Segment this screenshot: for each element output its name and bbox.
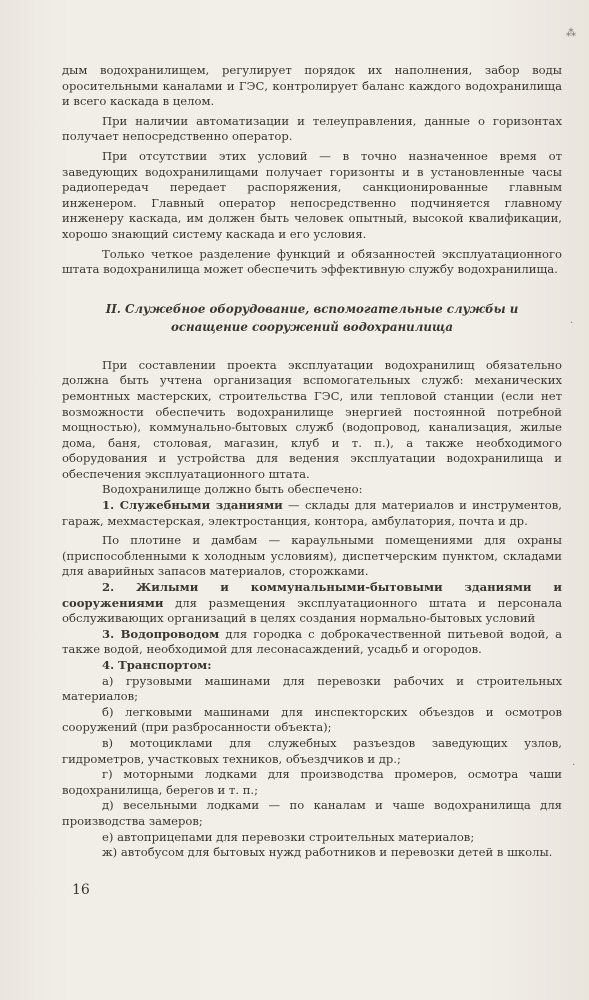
paragraph: При составлении проекта эксплуатации водохранилищ обязательно должна быть учтена организация вспомогательных служб: механических ремонтных мастерских, строительства ГЭС, или тепловой станции (если нет возможности обеспечить водохранилище энергией постоянной потребной мощностью), коммунально-бытовых служб (водопровод, канализация, жилые дома, баня, столовая, магазин, клуб и т. п.), а также необходимого оборудования и устройства для ведения эксплуатации водохранилища и обеспечения эксплуатационного штата. bbox=[62, 357, 562, 481]
item-title: 4. Транспортом: bbox=[102, 658, 212, 672]
list-item bbox=[62, 498, 562, 529]
transport-item: е) автоприцепами для перевозки строительных материалов; bbox=[102, 829, 475, 844]
transport-item: в) мотоциклами для служебных разъездов заведующих узлов, гидрометров, участковых техников, объездчиков и др.; bbox=[62, 735, 562, 766]
scan-speck-icon: ⁂ bbox=[566, 28, 576, 39]
scan-speck-icon: · bbox=[570, 318, 574, 329]
transport-item: г) моторными лодками для производства промеров, осмотра чаши водохранилища, берегов и т. п.; bbox=[62, 767, 562, 797]
body-text bbox=[62, 63, 562, 861]
list-item bbox=[62, 658, 562, 674]
paragraph: При отсутствии этих условий — в точно назначенное время от заведующих водохранилищами получает горизонты и в установленные часы радиопередач передает распоряжения, санкционированные главным инженером. Главный оператор непосредственно подчиняется главному инженеру каскада, им должен быть человек опытный, высокой квалификации, хорошо знающий систему каскада и его условия. bbox=[62, 148, 562, 241]
transport-item: д) весельными лодками — по каналам и чаше водохранилища для производства замеров; bbox=[62, 798, 562, 828]
paragraph: дым водохранилищем, регулирует порядок их наполнения, забор воды оросительными каналами и ГЭС, контролирует баланс каждого водохранилища и всего каскада в целом. bbox=[62, 63, 562, 109]
list-item bbox=[62, 580, 562, 627]
transport-item: ж) автобусом для бытовых нужд работников и перевозки детей в школы. bbox=[102, 845, 553, 860]
paragraph: Только четкое разделение функций и обязанностей эксплуатационного штата водохранилища может обеспечить эффективную службу водохранилища. bbox=[62, 246, 562, 277]
paragraph: При наличии автоматизации и телеуправления, данные о горизонтах получает непосредственно оператор. bbox=[62, 113, 562, 144]
item-title: 2. Жилыми и коммунальными-бытовыми зданиями и сооружениями bbox=[62, 580, 562, 610]
transport-item: б) легковыми машинами для инспекторских объездов и осмотров сооружений (при разбросанности объекта); bbox=[62, 704, 562, 735]
scan-speck-icon: · bbox=[572, 760, 576, 771]
paragraph: По плотине и дамбам — караульными помещениями для охраны (приспособленными к холодным условиям), диспетчерским пунктом, складами для аварийных запасов материалов, сторожками. bbox=[62, 533, 562, 579]
page-number: 16 bbox=[72, 882, 90, 898]
transport-item: а) грузовыми машинами для перевозки рабочих и строительных материалов; bbox=[62, 673, 562, 704]
item-title: 1. Служебными зданиями bbox=[102, 498, 283, 513]
paragraph: Водохранилище должно быть обеспечено: bbox=[102, 482, 363, 497]
item-text: — склады для материалов и инструментов, гараж, мехмастерская, электростанция, контора, амбулатория, почта и др. bbox=[62, 498, 562, 528]
item-title: 3. Водопроводом bbox=[102, 626, 220, 641]
item-text: для размещения эксплуатационного штата и персонала обслуживающих организаций в целях создания нормально-бытовых условий bbox=[62, 595, 562, 626]
section-heading: II. Служебное оборудование, вспомогательные службы и оснащение сооружений водохранилища bbox=[105, 301, 519, 334]
item-text: для городка с доброкачественной питьевой водой, а также водой, необходимой для лесонасаждений, усадьб и огородов. bbox=[62, 626, 562, 657]
list-item bbox=[62, 627, 562, 658]
